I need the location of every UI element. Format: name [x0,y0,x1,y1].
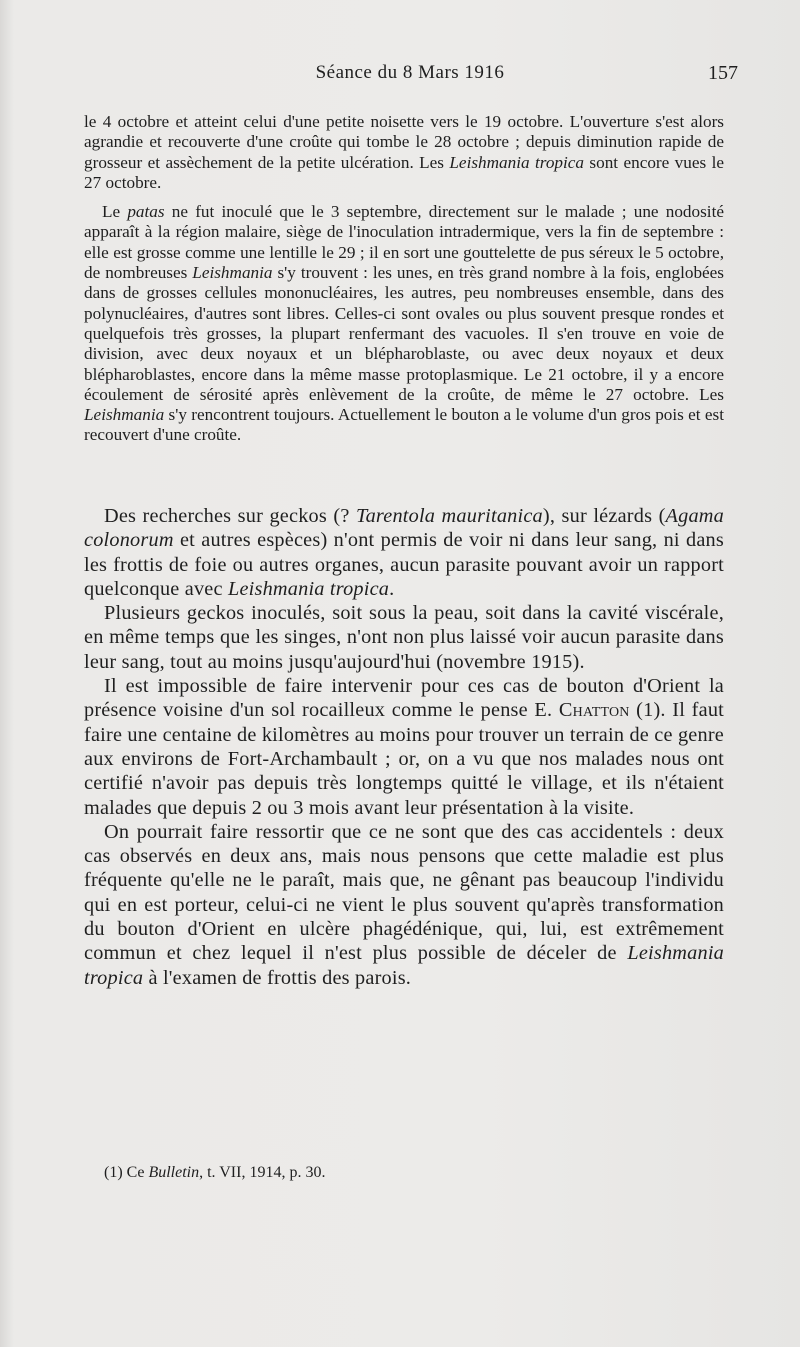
paragraph-1: le 4 octobre et atteint celui d'une petite noisette vers le 19 octobre. L'ouverture s'est alors agrandie et recouverte d'une croûte qui tombe le 28 octobre ; depuis diminution rapide de grosseur et assèchement de la petite ulcération. Les Leishmania tropica sont encore vues le 27 octobre. [84,112,724,192]
large-text-block [84,504,724,990]
paragraph-5: Il est impossible de faire intervenir pour ces cas de bouton d'Orient la présence voisine d'un sol rocailleux comme le pense E. Chatton (1). Il faut faire une centaine de kilomètres au moins pour trouver un terrain de ce genre aux environs de Fort-Archambault ; or, on a vu que nos malades nous ont certifié n'avoir pas depuis très longtemps quitté le village, et ils n'étaient malades que depuis 2 ou 3 mois avant leur présentation à la visite. [84,675,725,819]
paragraph-6: On pourrait faire ressortir que ce ne sont que des cas accidentels : deux cas observés en deux ans, mais nous pensons que cette maladie est plus fréquente qu'elle ne le paraît, mais que, ne gênant pas beaucoup l'individu qui en est porteur, celui-ci ne vient le plus souvent qu'après transformation du bouton d'Orient en ulcère phagédénique, qui, lui, est extrêmement commun et chez lequel il n'est plus possible de déceler de Leishmania tropica à l'examen de frottis des parois. [84,820,724,989]
running-head: Séance du 8 Mars 1916 [315,62,505,83]
paragraph-4: Plusieurs geckos inoculés, soit sous la peau, soit dans la cavité viscérale, en même temps que les singes, n'ont non plus laissé voir aucun parasite dans leur sang, tout au moins jusqu'aujourd'hui (novembre 1915). [84,602,724,673]
paragraph-2: Le patas ne fut inoculé que le 3 septembre, directement sur le malade ; une nodosité apparaît à la région malaire, siège de l'inoculation intradermique, vers la fin de septembre : elle est grosse comme une lentille le 29 ; il en sort une gouttelette de pus séreux le 5 octobre, de nombreuses Leishmania s'y trouvent : les unes, en très grand nombre à la fois, englobées dans de grosses cellules mononucléaires, les autres, peu nombreuses ensemble, dans des polynucléaires, d'autres sont libres. Celles-ci sont ovales ou plus souvent presque rondes et quelquefois très grosses, la plupart renfermant des vacuoles. Il s'en trouve en voie de division, avec deux noyaux et un blépharoblaste, ou avec deux noyaux et deux blépharoblastes, encore dans la même masse protoplasmique. Le 21 octobre, il y a encore écoulement de sérosité après enlèvement de la croûte, de même le 27 octobre. Les Leishmania s'y rencontrent toujours. Actuellement le bouton a le volume d'un gros pois et est recouvert d'une croûte. [84,202,724,445]
footnote: (1) Ce Bulletin, t. VII, 1914, p. 30. [104,1164,326,1181]
page-number: 157 [708,62,738,84]
small-text-block [84,112,724,446]
page-header [82,62,738,92]
paragraph-3: Des recherches sur geckos (? Tarentola mauritanica), sur lézards (Agama colonorum et autres espèces) n'ont permis de voir ni dans leur sang, ni dans les frottis de foie ou autres organes, aucun parasite pouvant avoir un rapport quelconque avec Leishmania tropica. [84,505,724,600]
